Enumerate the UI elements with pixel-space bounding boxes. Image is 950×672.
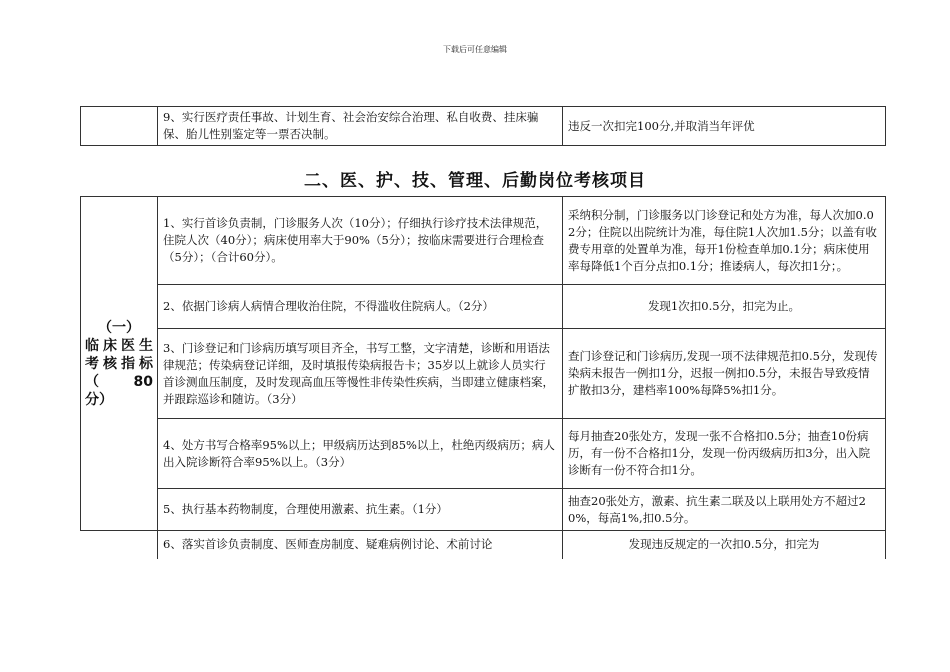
item-cell: 5、执行基本药物制度，合理使用激素、抗生素。（1分） — [158, 489, 563, 531]
table-row — [81, 197, 886, 285]
top-table — [80, 106, 886, 146]
scoring-cell: 发现1次扣0.5分，扣完为止。 — [563, 285, 886, 329]
category-line: （一） — [98, 319, 140, 336]
table-row — [81, 329, 886, 419]
scoring-cell: 抽查20张处方，激素、抗生素二联及以上联用处方不超过20%，每高1%,扣0.5分。 — [563, 489, 886, 531]
scoring-cell: 发现违反规定的一次扣0.5分，扣完为 — [563, 531, 886, 559]
table-row — [81, 489, 886, 531]
scoring-cell: 查门诊登记和门诊病历,发现一项不法律规范扣0.5分，发现传染病未报告一例扣1分，迟报一例扣0.5分，未报告导致疫情扩散扣3分，建档率100%每降5%扣1分。 — [563, 329, 886, 419]
table-row — [81, 531, 886, 559]
category-line: 考核指标 — [85, 355, 153, 372]
main-table — [80, 196, 886, 559]
item-cell: 2、依据门诊病人病情合理收治住院，不得滥收住院病人。（2分） — [158, 285, 563, 329]
item-cell: 9、实行医疗责任事故、计划生育、社会治安综合治理、私自收费、挂床骗保、胎儿性别鉴定等一票否决制。 — [158, 107, 563, 146]
table-row — [81, 285, 886, 329]
item-cell: 3、门诊登记和门诊病历填写项目齐全，书写工整，文字清楚，诊断和用语法律规范；传染病登记详细，及时填报传染病报告卡；35岁以上就诊人员实行首诊测血压制度，及时发现高血压等慢性非传染性疾病，当即建立健康档案，并跟踪巡诊和随访。（3分） — [158, 329, 563, 419]
blank-cell — [81, 531, 158, 559]
scoring-cell: 采纳积分制，门诊服务以门诊登记和处方为准，每人次加0.02分；住院以出院统计为准，每住院1人次加1.5分；以盖有收费专用章的处置单为准，每开1份检查单加0.1分；病床使用率每降低1个百分点扣0.1分；推诿病人，每次扣1分；。 — [563, 197, 886, 285]
table-row — [81, 419, 886, 489]
item-cell: 4、处方书写合格率95%以上；甲级病历达到85%以上，杜绝丙级病历；病人出入院诊断符合率95%以上。（3分） — [158, 419, 563, 489]
category-cell — [81, 197, 158, 531]
header-note: 下载后可任意编辑 — [443, 45, 507, 54]
category-line: （ 80 — [85, 373, 153, 390]
item-cell: 1、实行首诊负责制，门诊服务人次（10分）；仔细执行诊疗技术法律规范，住院人次（40分）；病床使用率大于90%（5分）；按临床需要进行合理检查（5分）；（合计60分）。 — [158, 197, 563, 285]
item-cell: 6、落实首诊负责制度、医师查房制度、疑难病例讨论、术前讨论 — [158, 531, 563, 559]
category-line: 临床医生 — [85, 337, 153, 354]
scoring-cell: 违反一次扣完100分,并取消当年评优 — [563, 107, 886, 146]
blank-cell — [81, 107, 158, 146]
scoring-cell: 每月抽查20张处方，发现一张不合格扣0.5分；抽查10份病历，有一份不合格扣1分，发现一份丙级病历扣3分，出入院诊断有一份不符合扣1分。 — [563, 419, 886, 489]
category-line: 分） — [85, 391, 113, 408]
table-row — [81, 107, 886, 146]
section-title: 二、医、护、技、管理、后勤岗位考核项目 — [304, 171, 646, 191]
